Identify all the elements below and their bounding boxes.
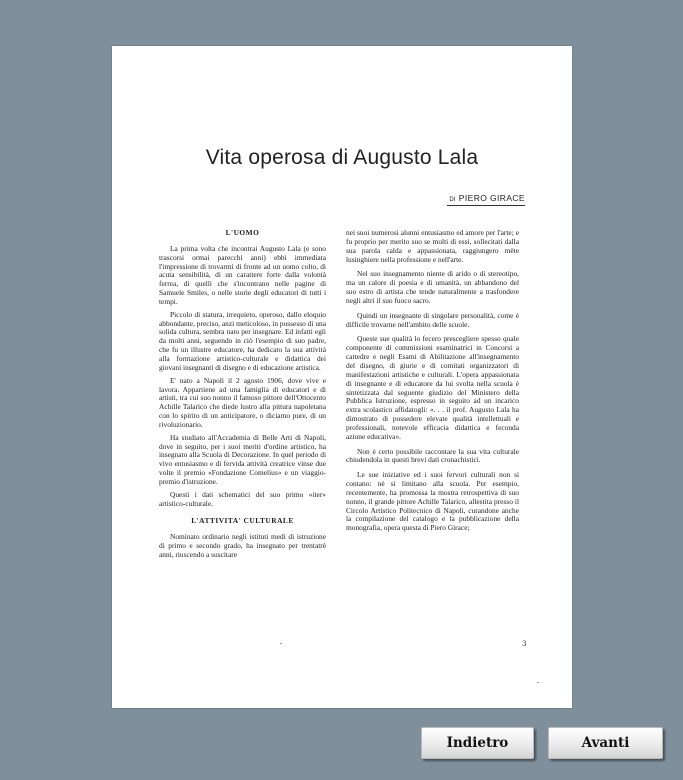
byline-prefix: DI — [449, 197, 456, 203]
article-byline — [447, 193, 525, 206]
left-column — [159, 229, 326, 637]
paragraph: Piccolo di statura, irrequieto, operoso, dallo eloquio abbondante, preciso, anzi meticoloso, in possesso di una solida cultura, sembra nato per insegnare. Ed infatti egli da molti anni, seguendo in ciò l'esempio di suo padre, che fu un illustre educatore, ha dedicato la sua attività alla formazione artistico-culturale e didattica dei giovani insegnanti di disegno e di educazione artistica. — [159, 309, 326, 372]
paragraph: Ha studiato all'Accademia di Belle Arti di Napoli, dove in seguito, per i suoi meriti d'ordine artistico, ha insegnato alla Scuola di Decorazione. In quel periodo di vivo entusiasmo e di fervida attività creatrice vinse due volte il premio «Fondazione Comelius» e un viaggio-premio d'istruzione. — [159, 432, 326, 486]
page-number: 3 — [522, 640, 527, 648]
paragraph: E' nato a Napoli il 2 agosto 1906, dove vive e lavora. Appartiene ad una famiglia di educatori e di artisti, tra cui suo nonno il famoso pittore dell'Ottocento Achille Talarico che diede lustro alla pittura napoletana con lo spirito di un anticipatore, o diciamo pure, di un rivoluzionario. — [159, 375, 326, 429]
paragraph: Queste sue qualità lo fecero prescegliere spesso quale componente di commissioni esaminatrici in Concorsi a cattedre e negli Esami di Abilitazione all'insegnamento del disegno, di giurie e di comitati organizzatori di manifestazioni artistiche e culturali. L'opera appassionata di insegnante e di educatore da lui svolta nella scuola è sintetizzata dal seguente giudizio del Ministero della Pubblica Istruzione, espresso in seguito ad un incarico extra scolastico affidatogli: «. . . il prof. Augusto Lala ha dimostrato di possedere elevate qualità intellettuali e professionali, notevole efficacia didattica e feconda azione educativa». — [346, 334, 519, 441]
next-button[interactable]: Avanti — [548, 727, 663, 759]
paragraph: Questi i dati schematici del suo primo «iter» artistico-culturale. — [159, 489, 326, 508]
paragraph: Nel suo insegnamento niente di arido o di stereotipo, ma un calore di poesia e di umanità, un abbandono del suo estro di artista che tende naturalmente a trasfondere negli altri il suo fuoco sacro. — [346, 269, 519, 305]
section-heading-attivita: L'ATTIVITA' CULTURALE — [191, 516, 294, 526]
paragraph: Quindi un insegnante di singolare personalità, come è difficile trovarne nell'ambito delle scuole. — [346, 310, 519, 329]
paragraph: Le sue iniziative ed i suoi fervori culturali non si contano: nè si limitano alla scuola. Per esempio, recentemente, ha promossa la mostra retrospettiva di suo nonno, il grande pittore Achille Talarico, allestita presso il Circolo Artistico Politecnico di Napoli, curandone anche la compilazione del catalogo e la pubblicazione della monografia, opera questa di Piero Girace; — [346, 470, 519, 533]
document-page — [112, 46, 572, 708]
paragraph: Nominato ordinario negli istituti medi di istruzione di primo e secondo grado, ha insegnato per trentatrè anni, riuscendo a suscitare — [159, 532, 326, 559]
right-column — [346, 229, 519, 641]
back-button[interactable]: Indietro — [421, 727, 534, 759]
scan-speck — [537, 682, 539, 683]
paragraph: Non è certo possibile raccontare la sua vita culturale chiudendola in questi brevi dati cronachistici. — [346, 446, 519, 465]
paragraph: nei suoi numerosi alunni entusiasmo ed amore per l'arte; e fu proprio per merito suo se molti di essi, sollecitati dalla sua parola calda e appassionata, raggiungero mète lusinghiere nella professione e nell'arte. — [346, 229, 519, 264]
scan-speck — [280, 643, 282, 644]
paragraph: La prima volta che incontrai Augusto Lala (e sono trascorsi ormai parecchi anni) ebbi immediata l'impressione di trovarmi di fronte ad un uomo colto, di acuta sensibilità, di un carattere forte dalla volontà ferrea, di quelli che s'incontrano nelle pagine di Samuele Smiles, o nelle storie degli educatori di tutti i tempi. — [159, 243, 326, 306]
article-title: Vita operosa di Augusto Lala — [205, 146, 479, 169]
byline-author: PIERO GIRACE — [458, 193, 525, 203]
section-heading-uomo: L'UOMO — [225, 229, 260, 237]
